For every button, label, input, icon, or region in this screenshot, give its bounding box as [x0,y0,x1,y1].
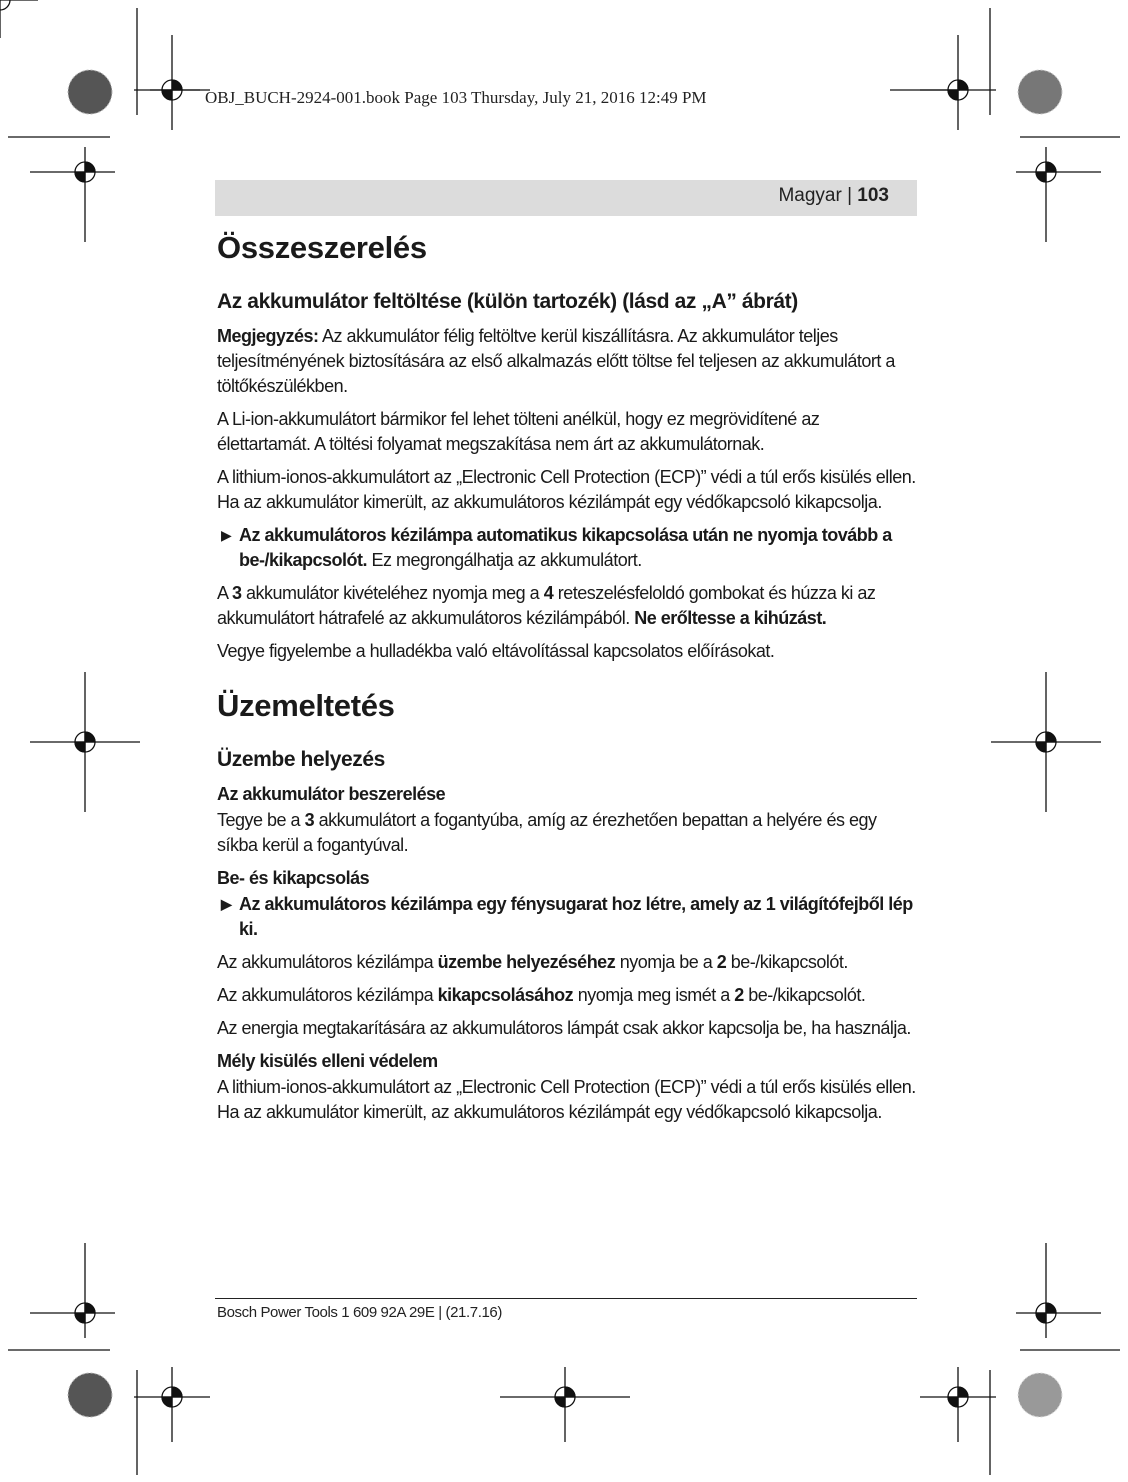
text-run: világítófejből lép ki. [239,894,913,939]
beam-bullet [217,892,917,942]
disposal-paragraph: Vegye figyelembe a hulladékba való eltávolítással kapcsolatos előírásokat. [217,641,775,661]
ref-number: 3 [232,583,242,603]
footer: Bosch Power Tools 1 609 92A 29E | (21.7.16) [217,1304,502,1321]
ref-number: 2 [734,985,744,1005]
emphasis: kikapcsolásához [437,985,574,1005]
note-text: Az akkumulátor félig feltöltve kerül kiszállításra. Az akkumulátor teljes teljesítményének biztosítására az első alkalmazás előtt töltse fel teljesen az akkumulátort a töltőkészülékben. [217,326,895,396]
text-run: be-/kikapcsolót. [743,985,866,1005]
ref-number: 4 [543,583,554,603]
text-run: reteszelésfeloldó gombokat és húzza ki az akkumulátort hátrafelé az akkumulátoros kézilámpából. [217,583,876,628]
note-paragraph [217,324,917,399]
startup-heading: Üzembe helyezés [217,748,385,771]
removal-warning: Ne erőltesse a kihúzást. [634,608,827,628]
warning-bold: Az akkumulátoros kézilámpa automatikus kikapcsolása után ne nyomja tovább a be-/kikapcsolót. [239,525,892,570]
removal-paragraph [217,581,917,631]
label-separator: | [847,185,853,206]
assembly-heading: Összeszerelés [217,230,427,265]
switch-off-paragraph [217,983,917,1008]
triangle-right-icon: ▶ [221,896,232,912]
print-header: OBJ_BUCH-2924-001.book Page 103 Thursday, July 21, 2016 12:49 PM [205,88,707,107]
ref-number: 1 [765,894,776,914]
page-label [778,185,889,207]
text-run: Az akkumulátoros kézilámpa [217,985,438,1005]
page-content [217,222,917,1133]
page-header-bar [215,180,917,216]
text-run: nyomja be a [615,952,717,972]
operation-heading: Üzemeltetés [217,688,395,723]
ref-number: 3 [304,810,315,830]
page-number: 103 [857,185,889,206]
language-label: Magyar [778,185,842,206]
text-run: A [217,583,233,603]
footer-rule [215,1298,917,1299]
text-run: akkumulátor kivételéhez nyomja meg a [241,583,544,603]
ecp-paragraph: A lithium-ionos-akkumulátort az „Electronic Cell Protection (ECP)” védi a túl erős kisülés ellen. Ha az akkumulátor kimerült, az akkumulátoros kézilámpát egy védőkapcsoló kikapcsolja. [217,467,916,512]
charge-heading: Az akkumulátor feltöltése (külön tartozék) (lásd az „A” ábrát) [217,290,798,313]
triangle-right-icon: ▶ [221,527,232,543]
charge-paragraph: A Li-ion-akkumulátort bármikor fel lehet tölteni anélkül, hogy ez megrövidítené az élettartamát. A töltési folyamat megszakítása nem árt az akkumulátornak. [217,409,820,454]
note-label: Megjegyzés: [217,326,319,346]
warning-bullet [217,523,917,573]
insert-heading: Az akkumulátor beszerelése [217,784,446,804]
emphasis: üzembe helyezéséhez [437,952,616,972]
text-run: akkumulátort a fogantyúba, amíg az érezhetően bepattan a helyére és egy síkba kerül a fogantyúval. [217,810,877,855]
text-run: Az akkumulátoros kézilámpa egy fénysugarat hoz létre, amely az [239,894,766,914]
warning-text: Ez megrongálhatja az akkumulátort. [367,550,642,570]
energy-paragraph: Az energia megtakarítására az akkumulátoros lámpát csak akkor kapcsolja be, ha használja. [217,1018,911,1038]
deep-discharge-paragraph: A lithium-ionos-akkumulátort az „Electronic Cell Protection (ECP)” védi a túl erős kisülés ellen. Ha az akkumulátor kimerült, az akkumulátoros kézilámpát egy védőkapcsoló kikapcsolja. [217,1077,916,1122]
text-run: Az akkumulátoros kézilámpa [217,952,438,972]
text-run: Tegye be a [217,810,305,830]
switch-heading: Be- és kikapcsolás [217,868,370,888]
text-run: nyomja meg ismét a [573,985,735,1005]
switch-on-paragraph [217,950,917,975]
ref-number: 2 [716,952,727,972]
deep-discharge-heading: Mély kisülés elleni védelem [217,1051,438,1071]
text-run: be-/kikapcsolót. [726,952,848,972]
insert-paragraph [217,808,917,858]
